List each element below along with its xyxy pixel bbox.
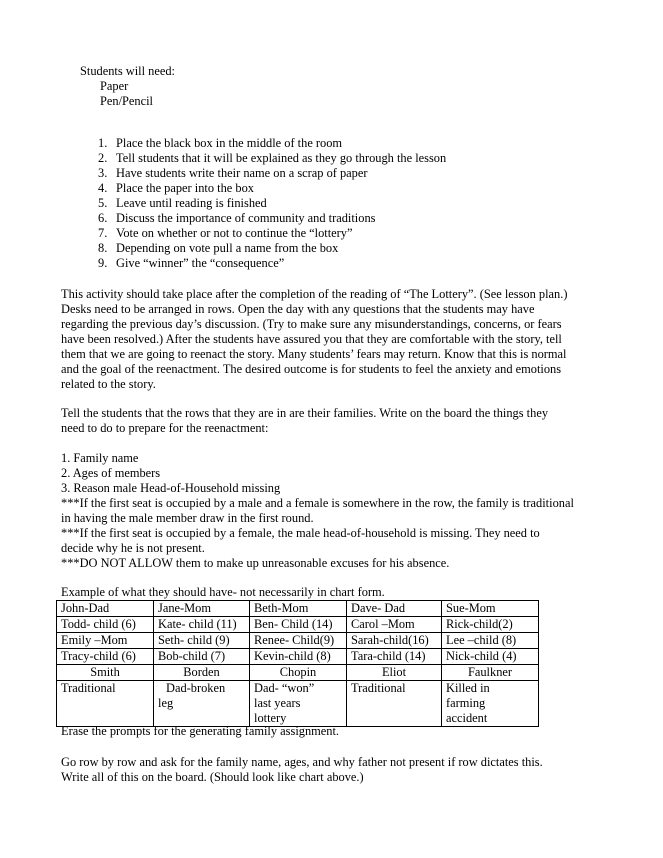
step-item: 1. Place the black box in the middle of the room (98, 136, 343, 150)
table-row: Todd- child (6) Kate- child (11) Ben- Child (14) Carol –Mom Rick-child(2) (57, 617, 539, 633)
family-name-row: Smith Borden Chopin Eliot Faulkner (57, 665, 539, 681)
step-item: 5. Leave until reading is finished (98, 196, 267, 210)
erase-note: Erase the prompts for the generating family assignment. (61, 724, 340, 738)
prep-list: 1. Family name 2. Ages of members 3. Reason male Head-of-Household missing ***If the first seat is occupied by a male and a female is somewhere in the row, the family is traditional in having the male member draw in the first round. ***If the first seat is occupied by a female, the male head-of-household is missing. They need to decide why he is not present. ***DO NOT ALLOW them to make up unreasonable excuses for his absence. (61, 451, 574, 570)
materials-block (80, 64, 175, 109)
families-paragraph: Tell the students that the rows that they are in are their families. Write on the board the things they need to do to prepare for the reenactment: (61, 406, 549, 435)
closing-paragraph: Go row by row and ask for the family name, ages, and why father not present if row dictates this. Write all of this on the board. (Should look like chart above.) (61, 755, 543, 784)
table-row: Emily –Mom Seth- child (9) Renee- Child(9) Sarah-child(16) Lee –child (8) (57, 633, 539, 649)
table-row: Tracy-child (6) Bob-child (7) Kevin-child (8) Tara-child (14) Nick-child (4) (57, 649, 539, 665)
table-caption: Example of what they should have- not necessarily in chart form. (61, 585, 385, 599)
reason-row: Traditional Dad-broken leg Dad- “won” last years lottery Traditional Killed in farming accident (57, 681, 539, 727)
family-table (56, 600, 539, 727)
materials-item: Paper (100, 79, 129, 93)
step-item: 2. Tell students that it will be explained as they go through the lesson (98, 151, 447, 165)
step-item: 7. Vote on whether or not to continue the “lottery” (98, 226, 353, 240)
materials-heading: Students will need: (80, 64, 175, 78)
materials-item: Pen/Pencil (100, 94, 153, 108)
step-item: 4. Place the paper into the box (98, 181, 254, 195)
steps-list (98, 136, 446, 271)
step-item: 6. Discuss the importance of community and traditions (98, 211, 376, 225)
table-row: John-Dad Jane-Mom Beth-Mom Dave- Dad Sue-Mom (57, 601, 539, 617)
activity-paragraph: This activity should take place after the completion of the reading of “The Lottery”. (See lesson plan.) Desks need to be arranged in rows. Open the day with any questions that the students may have regarding the previous day’s discussion. (Try to make sure any misunderstandings, concerns, or fears have been resolved.) After the students have assured you that they are comfortable with the story, tell them that we are going to reenact the story. Many students’ fears may return. Know that this is normal and the goal of the reenactment. The desired outcome is for students to feel the anxiety and emotions related to the story. (61, 287, 568, 391)
step-item: 9. Give “winner” the “consequence” (98, 256, 285, 270)
step-item: 3. Have students write their name on a scrap of paper (98, 166, 368, 180)
step-item: 8. Depending on vote pull a name from the box (98, 241, 339, 255)
